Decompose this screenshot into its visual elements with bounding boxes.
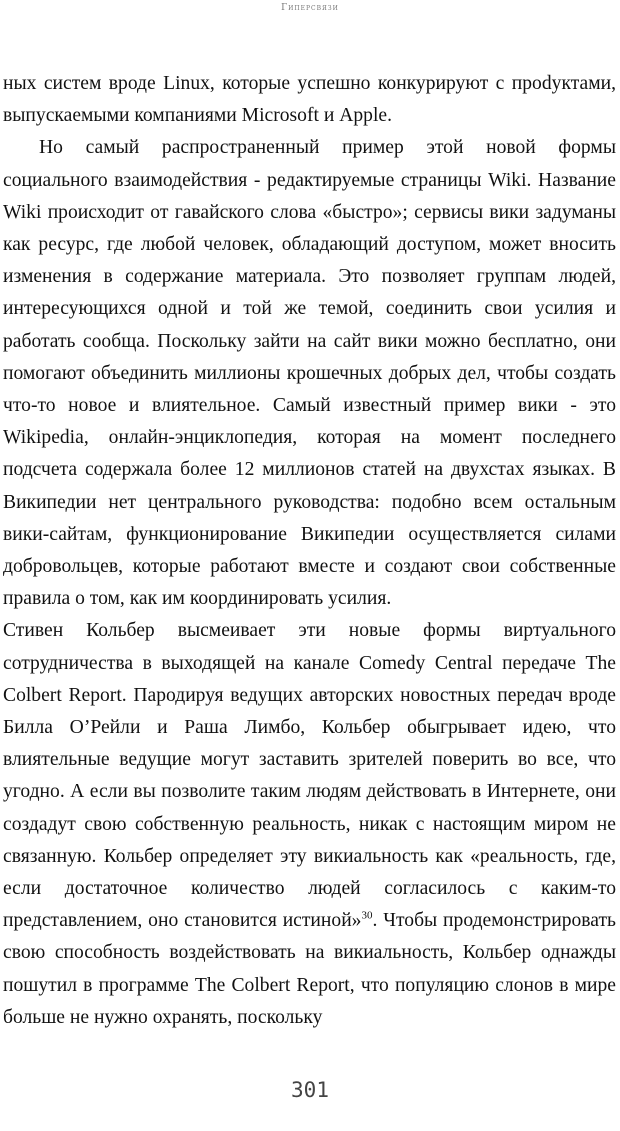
running-head: Гиперсвязи xyxy=(281,3,339,13)
body-text xyxy=(3,68,616,1034)
paragraph-continuation: ных систем вроде Linux, которые успешно конкурируют с проdуктами, выпускаемыми компаниями Microsoft и Apple. xyxy=(3,73,616,127)
footnote-reference[interactable]: 30 xyxy=(361,909,373,922)
paragraph-colbert xyxy=(3,615,616,1034)
paragraph-colbert-text-continued: . Чтобы продемонстрировать свою способность воздействовать на викиальность, Кольбер однажды пошутил в программе The Colbert Report, что популяцию слонов в мире больше не нужно охранять, поскольку xyxy=(3,910,616,1028)
page-number: 301 xyxy=(291,1078,329,1102)
paragraph-colbert-text: Стивен Кольбер высмеивает эти новые формы виртуального сотрудничества в выходящей на канале Comedy Central передаче The Colbert Report. Пародируя ведущих авторских новостных передач вроде Билла О’Рейли и Раша Лимбо, Кольбер обыгрывает идею, что влиятельные ведущие могут заставить зрителей поверить во все, что угодно. А если вы позволите таким людям действовать в Интернете, они создадут свою собственную реальность, никак с настоящим миром не связанную. Кольбер определяет эту викиальность как «реальность, где, если достаточное количество людей согласилось с каким-то представлением, оно становится истиной» xyxy=(3,620,616,932)
paragraph-wiki: Но самый распространенный пример этой новой формы социального взаимодействия - редактируемые страницы Wiki. Название Wiki происходит от гавайского слова «быстро»; сервисы вики задуманы как ресурс, где любой человек, обладающий доступом, может вносить изменения в содержание материала. Это позволяет группам людей, интересующихся одной и той же темой, соединить свои усилия и работать сообща. Поскольку зайти на сайт вики можно бесплатно, они помогают объединить миллионы крошечных добрых дел, чтобы создать что-то новое и влиятельное. Самый известный пример вики - это Wikipedia, онлайн-энциклопедия, которая на момент последнего подсчета содержала более 12 миллионов статей на двухстах языках. В Википедии нет центрального руководства: подобно всем остальным вики-сайтам, функционирование Википедии осуществляется силами добровольцев, которые работают вместе и создают свои собственные правила о том, как им координировать усилия. xyxy=(3,137,616,610)
